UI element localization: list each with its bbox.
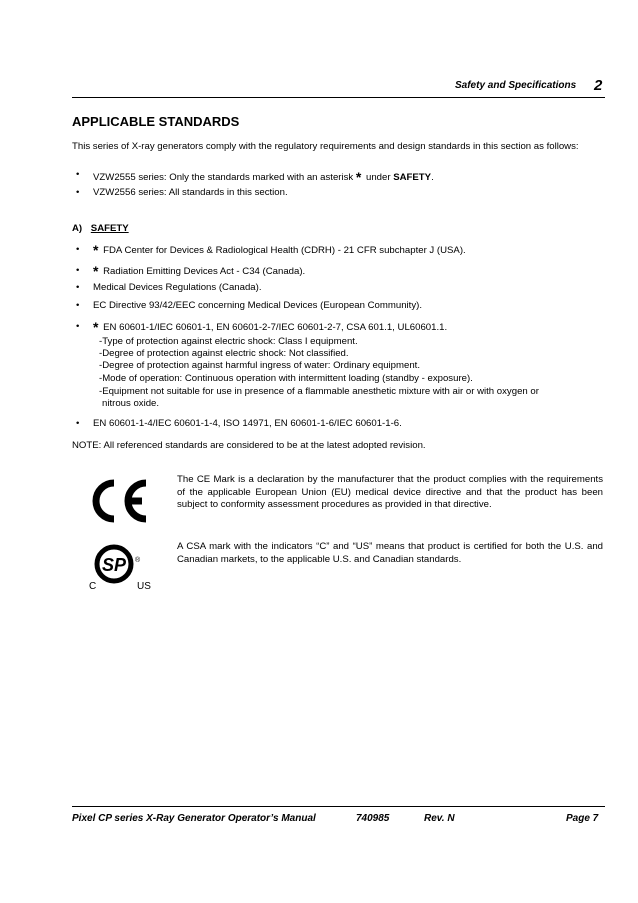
iec-detail-line: -Equipment not suitable for use in presence of a flammable anesthetic mixture with air or with oxygen or (99, 386, 539, 397)
bullet-icon: • (76, 418, 80, 429)
series-item-vzw2556: VZW2556 series: All standards in this section. (93, 187, 288, 198)
svg-text:SP: SP (101, 555, 127, 575)
iec-detail-line: -Degree of protection against harmful ingress of water: Ordinary equipment. (99, 360, 421, 371)
footer-page-number: Page 7 (566, 813, 599, 824)
csa-logo-c: C (89, 581, 97, 592)
safety-item-text: EN 60601-1/IEC 60601-1, EN 60601-2-7/IEC 60601-2-7, CSA 601.1, UL60601.1. (103, 322, 448, 333)
bullet-icon: • (76, 282, 80, 293)
bullet-icon: • (76, 244, 80, 255)
series-bold: SAFETY (393, 172, 432, 183)
bullet-icon: • (76, 300, 80, 311)
safety-item-last: EN 60601-1-4/IEC 60601-1-4, ISO 14971, EN 60601-1-6/IEC 60601-1-6. (93, 418, 402, 429)
asterisk-icon: * (93, 319, 99, 335)
safety-item: Medical Devices Regulations (Canada). (93, 282, 262, 293)
iec-detail-line: nitrous oxide. (102, 398, 160, 409)
csa-mark-icon (94, 544, 134, 584)
footer-rule (72, 806, 605, 807)
asterisk-icon: * (93, 263, 99, 279)
series-text: VZW2555 series: Only the standards marked with an asterisk (93, 172, 356, 183)
footer-revision: Rev. N (424, 813, 455, 824)
header-rule (72, 97, 605, 98)
series-text: . (431, 172, 434, 183)
section-title: APPLICABLE STANDARDS (72, 114, 240, 129)
iec-detail-line: -Degree of protection against electric shock: Not classified. (99, 348, 349, 359)
safety-item (93, 242, 466, 258)
bullet-icon: • (76, 321, 80, 332)
iec-detail-line: -Mode of operation: Continuous operation with intermittent loading (standby - exposure). (99, 373, 473, 384)
safety-item: EC Directive 93/42/EEC concerning Medical Devices (European Community). (93, 300, 422, 311)
asterisk-icon: * (355, 169, 362, 185)
registered-mark: ® (135, 557, 141, 564)
footer-manual-title: Pixel CP series X-Ray Generator Operator’s Manual (72, 813, 316, 824)
footer-doc-number: 740985 (356, 813, 390, 824)
csa-mark-description: A CSA mark with the indicators “C” and “US” means that product is certified for both the U.S. and Canadian markets, to the applicable U.S. and Canadian standards. (177, 541, 603, 565)
intro-paragraph: This series of X-ray generators comply with the regulatory requirements and design standards in this section as follows: (72, 141, 579, 152)
safety-item (93, 263, 305, 279)
iec-detail-line: -Type of protection against electric shock: Class I equipment. (99, 336, 358, 347)
csa-logo-us: US (137, 581, 151, 592)
safety-item-text: Radiation Emitting Devices Act - C34 (Canada). (103, 266, 306, 277)
safety-label: SAFETY (90, 223, 129, 234)
safety-heading (72, 223, 129, 236)
bullet-icon: • (76, 187, 80, 198)
bullet-icon: • (76, 265, 80, 276)
safety-item-text: FDA Center for Devices & Radiological Health (CDRH) - 21 CFR subchapter J (USA). (103, 245, 466, 256)
header-chapter-number: 2 (594, 77, 603, 94)
asterisk-icon: * (93, 242, 99, 258)
header-title: Safety and Specifications (455, 80, 577, 91)
safety-letter: A) (72, 223, 83, 234)
safety-item (93, 319, 447, 335)
note-text: NOTE: All referenced standards are considered to be at the latest adopted revision. (72, 440, 426, 451)
series-item-vzw2555 (93, 169, 434, 185)
series-text: under (363, 172, 394, 183)
ce-mark-description: The CE Mark is a declaration by the manufacturer that the product complies with the requirements of the applicable European Union (EU) medical device directive and that the product has been subject to conformity assessment procedures as provided in that directive. (177, 474, 603, 510)
bullet-icon: • (76, 169, 80, 180)
ce-mark-icon (88, 476, 156, 526)
